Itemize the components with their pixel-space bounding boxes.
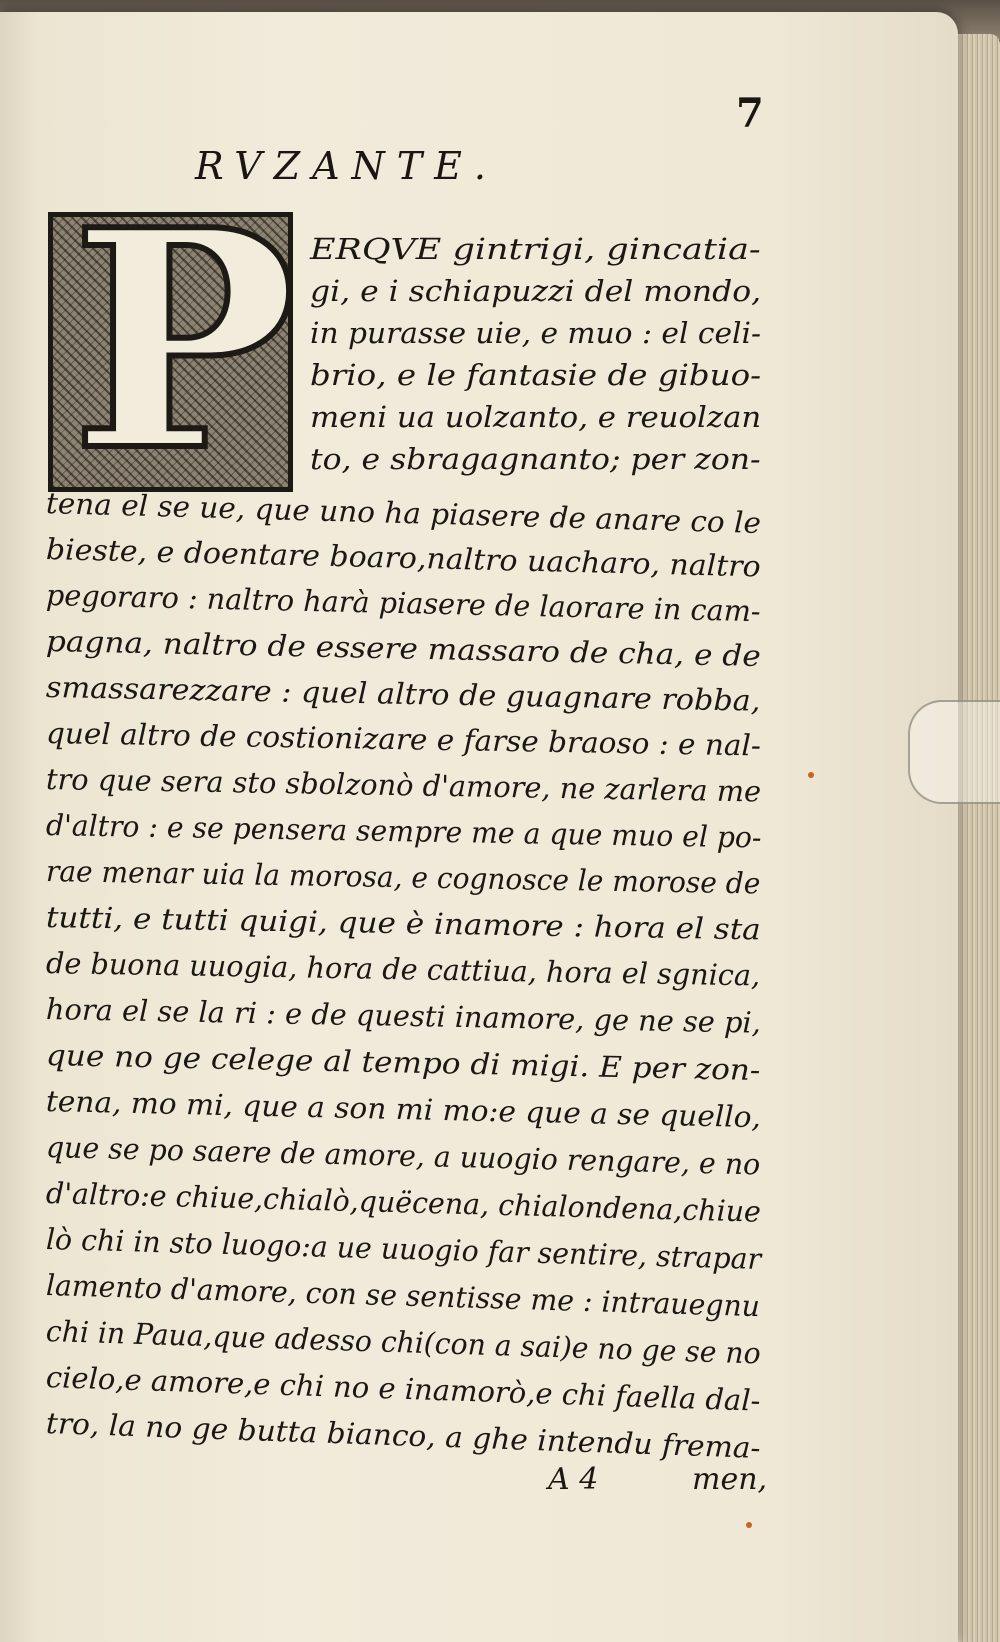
text-line: meni ua uolzanto, e reuolzan	[310, 400, 762, 434]
text-line: de buona uuogia, hora de cattiua, hora el sgnica,	[45, 946, 761, 993]
text-line: que se po saere de amore, a uuogio rengare, e no	[45, 1130, 761, 1182]
text-line: chi in Paua,que adesso chi(con a sai)e no ge se no	[45, 1314, 762, 1371]
text-line: rae menar uia la morosa, e cognosce le morose de	[45, 854, 761, 901]
page-clip	[908, 700, 1000, 804]
text-line: d'altro:e chiue,chialò,quëcena, chialondena,chiue	[45, 1176, 762, 1229]
text-line: smassarezzare : quel altro de guagnare robba,	[45, 670, 761, 718]
catchword: men,	[692, 1462, 768, 1497]
text-line: lamento d'amore, con se sentisse me : intrauegnu	[45, 1268, 761, 1324]
text-line: tena el se ue, que uno ha piasere de anare co le	[45, 486, 762, 540]
text-line: quel altro de costionizare e farse braoso : e nal-	[45, 716, 762, 763]
folio-number: 7	[736, 90, 764, 137]
text-line: brio, e le fantasie de gibuo-	[310, 358, 762, 392]
text-line: d'altro : e se pensera sempre me a que muo el po-	[45, 808, 762, 855]
text-line: tena, mo mi, que a son mi mo:e que a se quello,	[45, 1084, 762, 1135]
running-head: RVZANTE.	[195, 144, 498, 188]
text-line: hora el se la ri : e de questi inamore, ge ne se pi,	[45, 992, 762, 1040]
book-page	[0, 12, 958, 1642]
text-line: tutti, e tutti quigi, que è inamore : hora el sta	[45, 900, 762, 947]
text-line: ERQVE gintrigi, gincatia-	[310, 232, 761, 266]
text-line: que no ge celege al tempo di migi. E per zon-	[45, 1038, 761, 1087]
text-line: gi, e i schiapuzzi del mondo,	[310, 274, 762, 308]
ink-speck	[746, 1522, 752, 1528]
text-line: bieste, e doentare boaro,naltro uacharo, naltro	[45, 532, 762, 584]
text-line: in purasse uie, e muo : el celi-	[310, 316, 762, 350]
text-line: tro que sera sto sbolzonò d'amore, ne zarlera me	[45, 762, 762, 809]
signature-mark: A 4	[548, 1462, 599, 1497]
text-line: tro, la no ge butta bianco, a ghe intendu frema-	[45, 1406, 762, 1465]
initial-letter: P	[71, 164, 297, 517]
text-line: lò chi in sto luogo:a ue uuogio far sentire, strapar	[45, 1222, 762, 1276]
text-line: pegoraro : naltro harà piasere de laorare in cam-	[45, 578, 761, 629]
text-line: cielo,e amore,e chi no e inamorò,e chi faella dal-	[45, 1360, 761, 1418]
ink-speck	[808, 772, 814, 778]
text-line: pagna, naltro de essere massaro de cha, e de	[45, 624, 762, 673]
text-line: to, e sbragagnanto; per zon-	[310, 442, 761, 476]
woodcut-initial	[48, 164, 297, 517]
